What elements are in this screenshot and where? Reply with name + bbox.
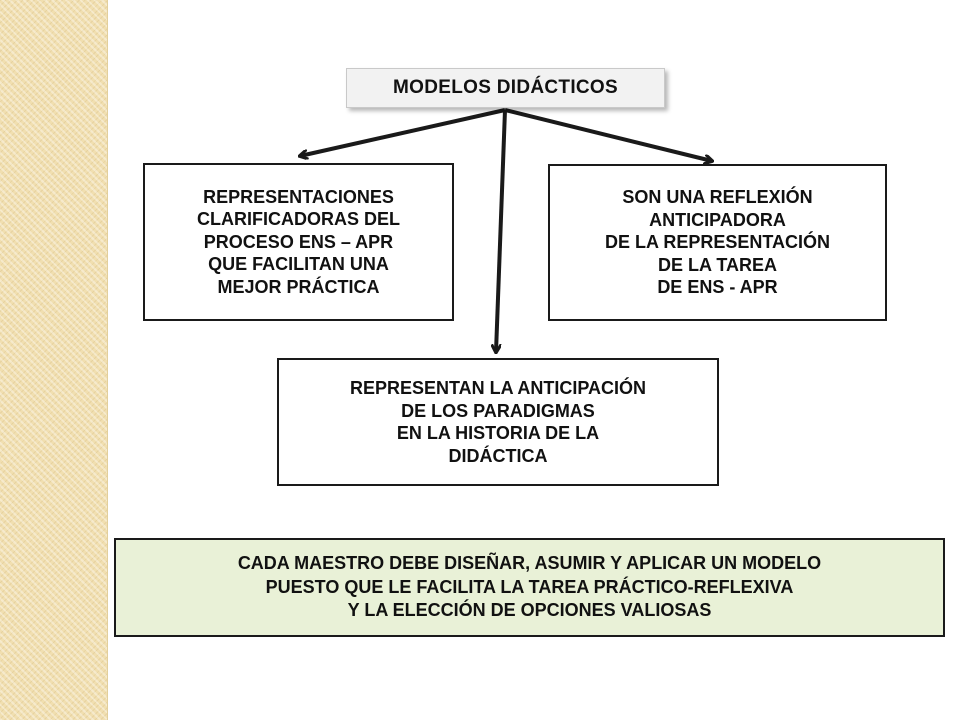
middle-concept-text: REPRESENTAN LA ANTICIPACIÓN DE LOS PARADIGMAS EN LA HISTORIA DE LA DIDÁCTICA <box>349 378 646 466</box>
diagram-title-box <box>346 68 665 108</box>
conclusion-text: CADA MAESTRO DEBE DISEÑAR, ASUMIR Y APLICAR UN MODELO PUESTO QUE LE FACILITA LA TAREA PRÁCTICO-REFLEXIVA Y LA ELECCIÓN DE OPCIONES VALIOSAS <box>237 553 822 621</box>
arrow-to-middle-box <box>496 110 505 352</box>
diagram-title: MODELOS DIDÁCTICOS <box>393 77 618 99</box>
arrow-to-right-box <box>505 110 712 161</box>
conclusion-box <box>114 538 945 637</box>
left-concept-text: REPRESENTACIONES CLARIFICADORAS DEL PROCESO ENS – APR QUE FACILITAN UNA MEJOR PRÁCTICA <box>197 186 400 297</box>
right-concept-box <box>548 164 887 321</box>
left-concept-box <box>143 163 454 321</box>
right-concept-text: SON UNA REFLEXIÓN ANTICIPADORA DE LA REPRESENTACIÓN DE LA TAREA DE ENS - APR <box>604 187 831 298</box>
arrow-to-left-box <box>300 110 505 156</box>
middle-concept-box <box>277 358 719 486</box>
